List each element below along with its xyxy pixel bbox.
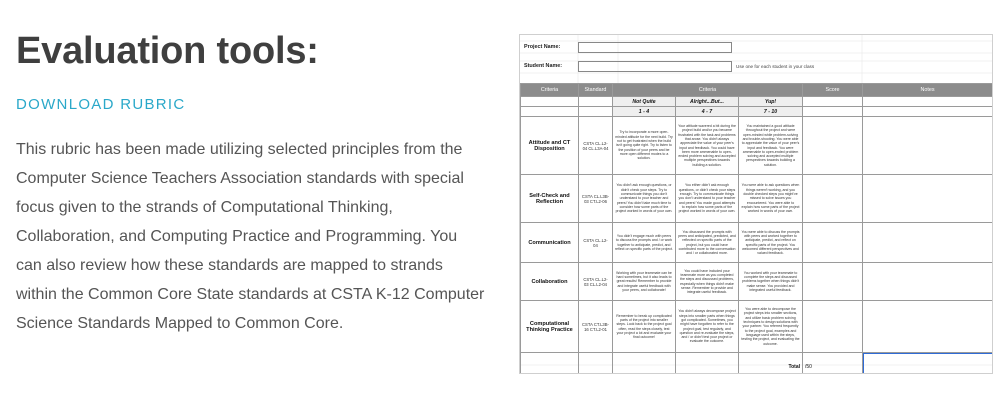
score-cell	[803, 263, 863, 301]
level-range: 4 - 7	[676, 107, 739, 117]
project-name-field	[578, 42, 732, 53]
notes-header: Notes	[863, 84, 993, 97]
criterion-name: Self-Check and Reflection	[521, 175, 579, 223]
criteria-levels-header: Criteria	[613, 84, 803, 97]
score-header: Score	[803, 84, 863, 97]
score-cell	[803, 223, 863, 263]
criteria-cell: You didn't always decompose project steps into smaller parts when things got complicated. Sometimes, you might have forgotten to refer to the project goal, test regularly, and question and re-evaluate the steps, and / or didn't test your project or evaluate the outcome.	[676, 301, 739, 353]
criterion-name: Attitude and CT Disposition	[521, 117, 579, 175]
standard-code: CSTA CL.L2-04	[579, 223, 613, 263]
criteria-cell: You could have included your teammate more as you completed the steps and discussed problems, especially when things didn't make sense. Remember to provide and integrate useful feedback.	[676, 263, 739, 301]
standard-code: CSTA CL.L2-04 CL.L3A-04	[579, 117, 613, 175]
level-not-quite: Not Quite	[613, 97, 676, 107]
student-name-label: Student Name:	[524, 63, 563, 69]
criteria-cell: Remember to break up complicated parts of the project into smaller steps. Look back to the project goal often, read the steps closely, test your project a lot and evaluate your final outcome!	[613, 301, 676, 353]
total-label: Total	[739, 353, 803, 375]
criteria-cell: You either didn't ask enough questions, or didn't check your steps enough. Try to communicate things you don't understand to your teacher and peers! You made good attempts to explain how some parts of the project worked in words of your own.	[676, 175, 739, 223]
notes-cell	[863, 263, 993, 301]
level-range: 7 - 10	[739, 107, 803, 117]
notes-cell	[863, 175, 993, 223]
criteria-cell: You worked with your teammate to complete the steps and discussed problems together when things didn't make sense. You provided and integrated useful feedback.	[739, 263, 803, 301]
download-rubric-link[interactable]: DOWNLOAD RUBRIC	[16, 96, 186, 113]
criteria-cell: You were able to decompose the project steps into smaller sections, and utilize basic problem solving techniques to design solutions with your partner. You referred frequently to the project goal, examples and language used within the steps, testing the project, and evaluating the outcome.	[739, 301, 803, 353]
score-cell	[803, 175, 863, 223]
page-title: Evaluation tools:	[16, 30, 319, 72]
table-row	[521, 301, 993, 353]
description-paragraph: This rubric has been made utilizing selected principles from the Computer Science Teachers Association standards with special focus given to the strands of Computational Thinking, Collaboration, and Computing Practice and Programming. You can also review how these standards are mapped to strands within the Common Core State standards at CSTA K-12 Computer Science Standards Mapped to Common Core.	[16, 141, 485, 332]
criterion-name: Computational Thinking Practice	[521, 301, 579, 353]
student-note: Use one for each student in your class	[736, 64, 815, 69]
table-row	[521, 263, 993, 301]
table-row	[521, 117, 993, 175]
rubric-table	[520, 83, 993, 374]
notes-cell	[863, 223, 993, 263]
standard-header: Standard	[579, 84, 613, 97]
total-score: /50	[803, 353, 863, 375]
criterion-name: Collaboration	[521, 263, 579, 301]
criteria-cell: You didn't engage much with peers to discuss the prompts and / or work together to anticipate, predict, and reflect on specific parts of the project.	[613, 223, 676, 263]
criteria-cell: You were able to discuss the prompts with peers and worked together to anticipate, predict, and reflect on specific parts of the project. You welcomed different perspectives and valued feedback.	[739, 223, 803, 263]
criteria-cell: Your attitude wavered a bit during the project build and/or you became frustrated with the task and problems that arose. You didn't always appreciate the value of your peer's input and feedback. You could have been more ammenable to open-ended problem solving and accepted multiple perspectives towards building a solution.	[676, 117, 739, 175]
notes-cell	[863, 117, 993, 175]
total-row	[521, 353, 993, 375]
criteria-header: Criteria	[521, 84, 579, 97]
rubric-preview-image	[519, 34, 993, 374]
project-name-label: Project Name:	[524, 44, 561, 50]
score-cell	[803, 301, 863, 353]
criteria-cell: You maintained a good attitude throughout the project and were open-minded while problem-solving and trouble-shooting. You were able to appreciate the value of your peer's input and feedback. You were ammenable to open-ended problem solving and accepted multiple perspectives towards building a solution.	[739, 117, 803, 175]
level-name-row	[521, 97, 993, 107]
level-yup: Yup!	[739, 97, 803, 107]
criteria-cell: You didn't ask enough questions, or didn't check your steps. Try to communicate things you don't understand to your teacher and peers! You didn't take much time to consider how some parts of the project worked in words of your own.	[613, 175, 676, 223]
notes-cell	[863, 301, 993, 353]
table-row	[521, 175, 993, 223]
standard-code: CSTA CL.L3B-03 CT.L2-06	[579, 175, 613, 223]
header-row	[521, 84, 993, 97]
table-row	[521, 223, 993, 263]
score-cell	[803, 117, 863, 175]
criteria-cell: You were able to ask questions when things weren't working, and you double checked steps you might've missed to solve issues you encountered. You were able to explain how some parts of the project worked in words of your own.	[739, 175, 803, 223]
criterion-name: Communication	[521, 223, 579, 263]
criteria-cell: Working with your teammate can be hard sometimes, but it also leads to great results! Remember to provide and integrate useful feedback with your peers, and collaborate!	[613, 263, 676, 301]
standard-code: CSTA CL.L2-03 CL.L2-04	[579, 263, 613, 301]
content-column	[16, 28, 486, 354]
level-range-row	[521, 107, 993, 117]
standard-code: CSTA CT.L3B-16 CT.L2-01	[579, 301, 613, 353]
selected-cell	[863, 353, 993, 375]
criteria-cell: Try to incorporate a more open-minded attitude for the next build. Try not to get frustrated when the build isn't going quite right. Try to listen to the position of your peers and be more open different modes to a solution.	[613, 117, 676, 175]
criteria-cell: You discussed the prompts with peers and anticipated, predicted, and reflected on specific parts of the project, but you could have contributed more to the conversation and / or collaborated more.	[676, 223, 739, 263]
student-name-field	[578, 61, 732, 72]
level-range: 1 - 4	[613, 107, 676, 117]
level-alright: Alright...But...	[676, 97, 739, 107]
